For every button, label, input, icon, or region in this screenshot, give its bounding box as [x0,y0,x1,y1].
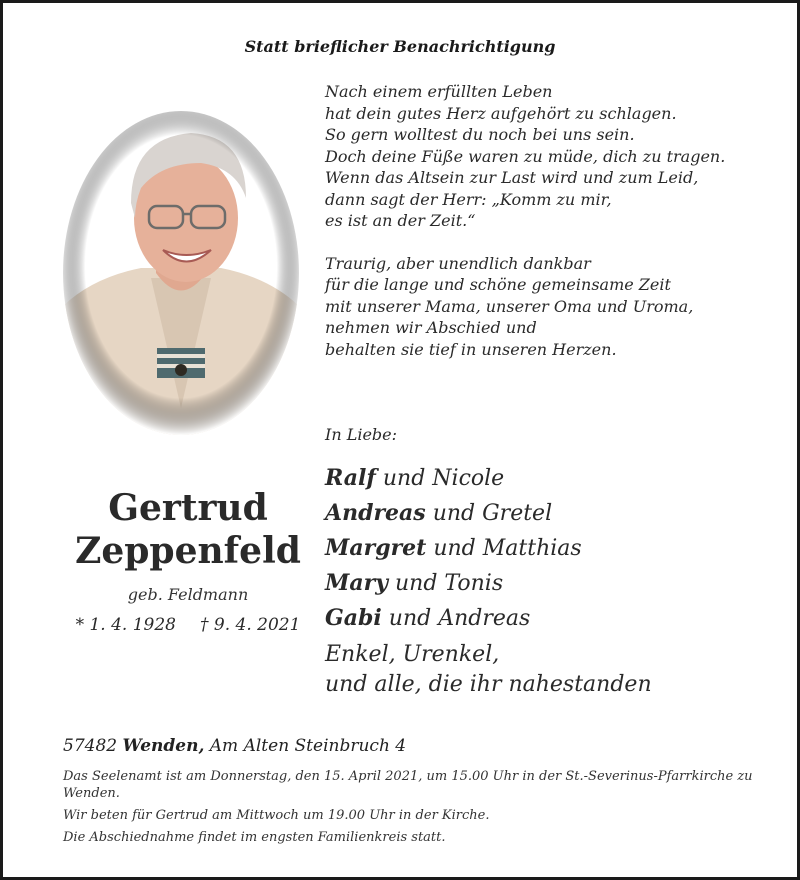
zip-code: 57482 [63,736,118,756]
list-item: Margret und Matthias [325,535,582,561]
farewell-line: mit unserer Mama, unserer Oma und Uroma, [325,296,694,316]
life-dates [43,615,333,635]
maiden-name: geb. Feldmann [127,585,249,604]
extra-mourners: Enkel, Urenkel, [325,642,500,667]
farewell-line: behalten sie tief in unseren Herzen. [325,339,617,359]
death-date: † 9. 4. 2021 [200,615,301,635]
last-name: Zeppenfeld [75,530,301,572]
portrait-photo [61,108,301,438]
extra-mourners: und alle, die ihr nahestanden [325,672,652,697]
farewell-line: nehmen wir Abschied und [325,318,537,337]
mourners-intro: In Liebe: [325,425,398,444]
poem-line: dann sagt der Herr: „Komm zu mir, [325,189,612,209]
list-item: Andreas und Gretel [325,500,553,526]
city: Wenden, [122,736,205,756]
farewell-line: Traurig, aber unendlich dankbar [325,253,591,273]
first-name: Gertrud [108,487,268,529]
poem-line: Doch deine Füße waren zu müde, dich zu tragen. [325,146,726,166]
poem-line: Wenn das Altsein zur Last wird und zum Leid, [325,168,699,187]
address [63,736,406,756]
service-notes [63,768,753,851]
mourners-list [325,461,785,700]
street: Am Alten Steinbruch 4 [209,736,407,756]
poem-line: So gern wolltest du noch bei uns sein. [325,125,635,144]
list-item: Ralf und Nicole [325,465,505,491]
poem-line: hat dein gutes Herz aufgehört zu schlagen. [325,103,677,123]
notice-header: Statt brieflicher Benachrichtigung [244,37,556,56]
poem-line: Nach einem erfüllten Leben [325,82,553,101]
note-line: Das Seelenamt ist am Donnerstag, den 15. April 2021, um 15.00 Uhr in der St.-Severinus-Pfarrkirche zu Wenden. [63,769,753,801]
farewell-line: für die lange und schöne gemeinsame Zeit [325,275,671,294]
poem [325,81,785,360]
list-item: Gabi und Andreas [325,605,531,631]
note-line: Die Abschiednahme findet im engsten Familienkreis statt. [63,830,446,845]
birth-date: * 1. 4. 1928 [75,615,176,635]
poem-line: es ist an der Zeit.“ [325,211,476,230]
deceased-name [43,487,333,573]
note-line: Wir beten für Gertrud am Mittwoch um 19.00 Uhr in der Kirche. [63,808,490,823]
list-item: Mary und Tonis [325,570,504,596]
